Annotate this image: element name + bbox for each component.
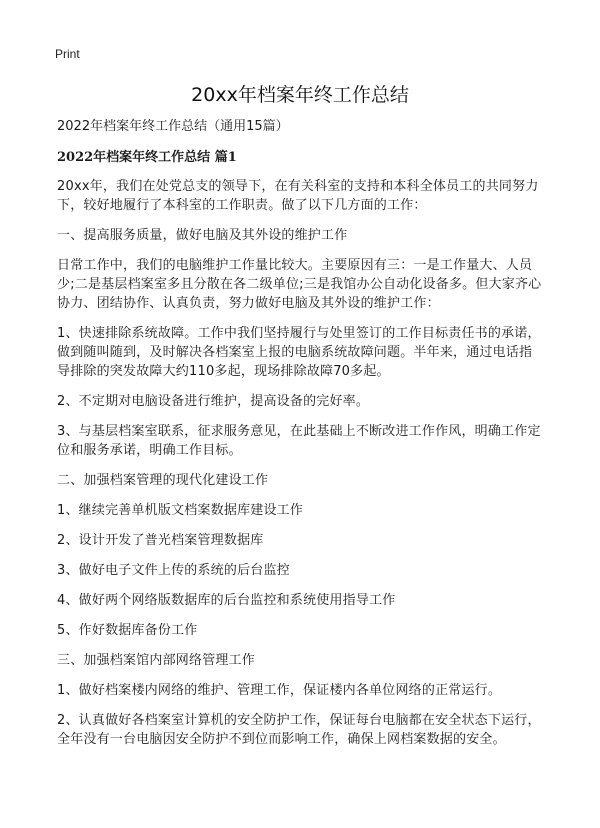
- paragraph: 2、设计开发了普光档案管理数据库: [57, 533, 264, 548]
- paragraph: 1、快速排除系统故障。工作中我们坚持履行与处里签订的工作目标责任书的承诺，做到随叫随到，及时解决各档案室上报的电脑系统故障问题。半年来，通过电话指导排除的突发故障大约110多起，现场排除故障70多起。: [57, 326, 541, 379]
- document-subtitle: 2022年档案年终工作总结（通用15篇）: [57, 119, 289, 134]
- paragraph: 1、继续完善单机版文档案数据库建设工作: [57, 503, 304, 518]
- print-link[interactable]: Print: [55, 47, 80, 61]
- paragraph: 4、做好两个网络版数据库的后台监控和系统使用指导工作: [57, 593, 396, 608]
- paragraph: 2、认真做好各档案室计算机的安全防护工作，保证每台电脑都在安全状态下运行，全年没有一台电脑因安全防护不到位而影响工作，确保上网档案数据的安全。: [57, 713, 541, 747]
- paragraph: 一、提高服务质量，做好电脑及其外设的维护工作: [57, 228, 348, 243]
- paragraph: 日常工作中，我们的电脑维护工作量比较大。主要原因有三：一是工作量大、人员少;二是基层档案室多且分散在各二级单位;三是我馆办公自动化设备多。但大家齐心协力、团结协作、认真负责，努力做好电脑及其外设的维护工作：: [57, 258, 542, 311]
- paragraph: 1、做好档案楼内网络的维护、管理工作，保证楼内各单位网络的正常运行。: [57, 683, 502, 698]
- section-heading: 2022年档案年终工作总结 篇1: [57, 150, 237, 165]
- document-body: [57, 118, 543, 760]
- paragraph: 三、加强档案馆内部网络管理工作: [57, 653, 256, 668]
- paragraph: 5、作好数据库备份工作: [57, 623, 198, 638]
- paragraph: 3、做好电子文件上传的系统的后台监控: [57, 563, 290, 578]
- paragraph: 2、不定期对电脑设备进行维护，提高设备的完好率。: [57, 394, 370, 409]
- page-title: 20xx年档案年终工作总结: [191, 84, 409, 106]
- paragraph: 20xx年，我们在处党总支的领导下，在有关科室的支持和本科全体员工的共同努力下，较好地履行了本科室的工作职责。做了以下几方面的工作：: [57, 179, 539, 213]
- paragraph: 二、加强档案管理的现代化建设工作: [57, 473, 269, 488]
- paragraph: 3、与基层档案室联系，征求服务意见，在此基础上不断改进工作作风，明确工作定位和服务承诺，明确工作目标。: [57, 424, 541, 458]
